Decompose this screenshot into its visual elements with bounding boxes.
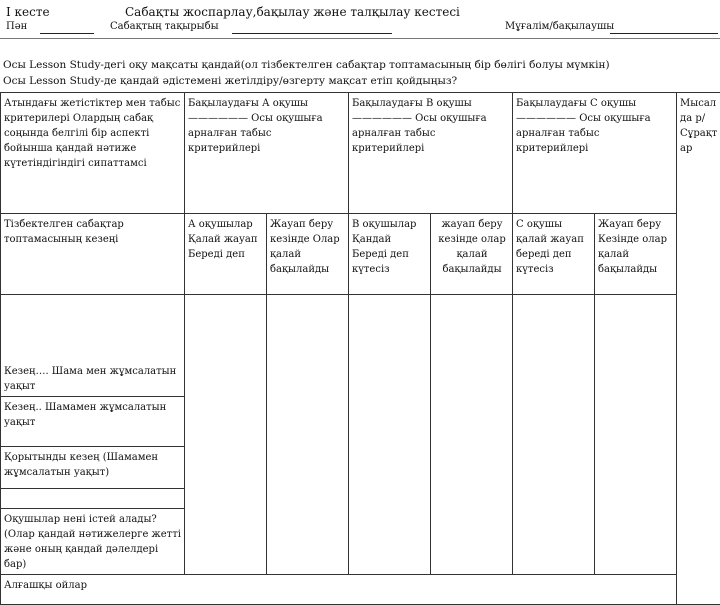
lesson-topic-label: Сабақтың тақырыбы (110, 22, 219, 32)
planning-table (0, 92, 720, 605)
page-title: Сабақты жоспарлау,бақылау және талқылау кестесі (125, 6, 460, 18)
subject-line (40, 33, 94, 34)
table-row (1, 214, 720, 295)
final-stage-cell: Қорытынды кезең (Шамамен жұмсалатын уақыт) (1, 447, 185, 489)
blank-cell (349, 295, 431, 575)
table-row (1, 575, 720, 605)
observed-student-c-cell: Бақылаудағы С оқушы—————— Осы оқушыға арналған табыс критерийлері (513, 93, 677, 214)
lesson-topic-line (232, 33, 392, 34)
stage-1-cell: Кезең…. Шама мен жұмсалатын уақыт (1, 295, 185, 397)
subject-label: Пән (6, 22, 27, 32)
initial-thoughts-cell: Алғашқы ойлар (1, 575, 677, 605)
student-b-expectation-cell: В оқушылар Қандай Береді деп күтесіз (349, 214, 431, 295)
blank-cell (267, 295, 349, 575)
table-row (1, 93, 720, 214)
table-row (1, 295, 720, 397)
table-number: І кесте (6, 6, 50, 18)
question-learning-goal: Осы Lesson Study-дегі оқу мақсаты қандай(ол тізбектелген сабақтар топтамасының бір бөлігі болуы мүмкін) (3, 60, 610, 71)
header-divider (0, 38, 720, 39)
blank-cell (513, 295, 595, 575)
observed-student-b-cell: Бақылаудағы В оқушы—————— Осы оқушыға арналған табыс критерийлері (349, 93, 513, 214)
spacer-cell (1, 489, 185, 509)
blank-cell (185, 295, 267, 575)
observed-student-a-cell: Бақылаудағы А оқушы—————— Осы оқушыға арналған табыс критерийлері (185, 93, 349, 214)
student-c-expectation-cell: С оқушы қалай жауап береді деп күтесіз (513, 214, 595, 295)
success-criteria-cell: Атындағы жетістіктер мен табыс критерилері Олардың сабақ соңында белгілі бір аспекті бойынша қандай нәтиже күтетіндігіндігі сипаттамсі (1, 93, 185, 214)
student-a-expectation-cell: А оқушылар Қалай жауап Береді деп (185, 214, 267, 295)
student-outcomes-cell: Оқушылар нені істей алады? (Олар қандай нәтижелерге жетті және оның қандай дәлелдері бар) (1, 509, 185, 575)
student-a-observation-cell: Жауап беру кезінде Олар қалай бақылайды (267, 214, 349, 295)
student-c-observation-cell: Жауап беру Кезінде олар қалай бақылайды (595, 214, 677, 295)
blank-cell (595, 295, 677, 575)
blank-cell (431, 295, 513, 575)
teacher-label: Мұғалім/бақылаушы (505, 22, 614, 32)
teacher-line (610, 33, 718, 34)
examples-questions-cell: Мысалда р/ Сұрақтар (677, 93, 720, 605)
question-method: Осы Lesson Study-де қандай әдістемені жетілдіру/өзгерту мақсат етіп қойдыңыз? (3, 76, 457, 87)
student-b-observation-cell: жауап беру кезінде олар қалай бақылайды (431, 214, 513, 295)
stage-2-cell: Кезең.. Шамамен жұмсалатын уақыт (1, 397, 185, 447)
lesson-series-stage-cell: Тізбектелген сабақтар топтамасының кезеңі (1, 214, 185, 295)
